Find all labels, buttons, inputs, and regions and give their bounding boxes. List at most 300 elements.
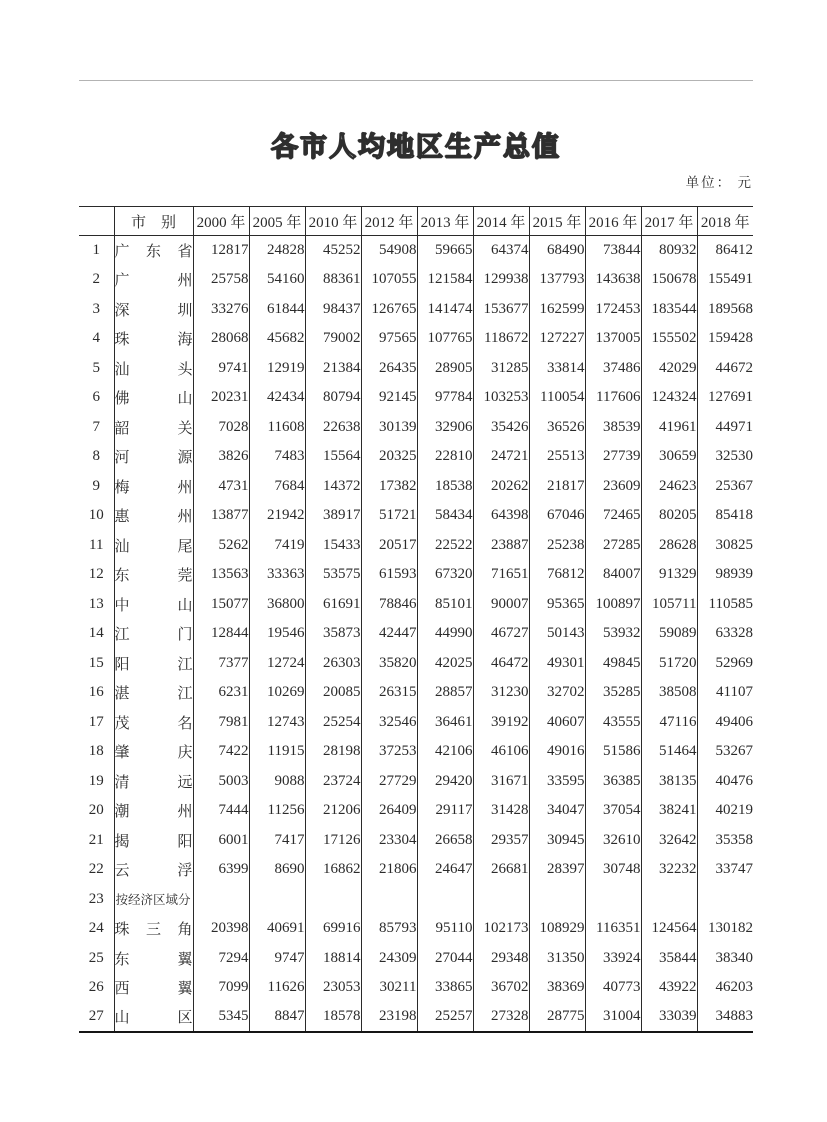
value-cell: 17126 <box>305 826 361 856</box>
header-cell-year: 2013 年 <box>417 207 473 236</box>
table-row <box>79 649 753 679</box>
city-name-text: 茂 名 <box>114 715 193 732</box>
table-row <box>79 737 753 767</box>
value-cell: 129938 <box>473 265 529 295</box>
value-cell: 12817 <box>193 236 249 266</box>
value-cell: 90007 <box>473 590 529 620</box>
value-cell: 25254 <box>305 708 361 738</box>
city-name-cell <box>114 265 193 295</box>
table-row <box>79 295 753 325</box>
value-cell: 26409 <box>361 796 417 826</box>
value-cell: 7099 <box>193 973 249 1003</box>
row-index-cell: 6 <box>92 389 100 406</box>
value-cell: 51721 <box>361 501 417 531</box>
value-cell: 44990 <box>417 619 473 649</box>
row-index-cell: 19 <box>88 772 104 789</box>
city-name-cell <box>114 678 193 708</box>
value-cell: 28068 <box>193 324 249 354</box>
table-row <box>79 678 753 708</box>
value-cell: 40691 <box>249 914 305 944</box>
city-name-text: 佛 山 <box>114 391 193 408</box>
value-cell: 121584 <box>417 265 473 295</box>
value-cell: 3826 <box>193 442 249 472</box>
row-index-cell: 18 <box>88 743 104 760</box>
row-index-cell: 23 <box>88 890 104 907</box>
value-cell: 40219 <box>697 796 753 826</box>
value-cell: 137005 <box>585 324 641 354</box>
value-cell <box>473 885 529 915</box>
value-cell: 91329 <box>641 560 697 590</box>
value-cell: 108929 <box>529 914 585 944</box>
value-cell: 22522 <box>417 531 473 561</box>
city-name-cell <box>114 501 193 531</box>
value-cell: 97565 <box>361 324 417 354</box>
value-cell: 35426 <box>473 413 529 443</box>
value-cell: 32232 <box>641 855 697 885</box>
value-cell: 67320 <box>417 560 473 590</box>
value-cell: 30945 <box>529 826 585 856</box>
value-cell: 15564 <box>305 442 361 472</box>
value-cell: 50143 <box>529 619 585 649</box>
city-name-text: 广 东 省 <box>114 244 193 260</box>
value-cell: 36702 <box>473 973 529 1003</box>
table-header-row <box>79 207 753 236</box>
section-label-cell: 按经济区域分 <box>114 885 193 915</box>
city-name-cell <box>114 855 193 885</box>
value-cell: 183544 <box>641 295 697 325</box>
value-cell: 8690 <box>249 855 305 885</box>
city-name-text: 肇 庆 <box>114 745 193 762</box>
value-cell: 33363 <box>249 560 305 590</box>
value-cell: 29357 <box>473 826 529 856</box>
value-cell: 11915 <box>249 737 305 767</box>
row-index-cell: 12 <box>88 566 104 583</box>
value-cell: 36385 <box>585 767 641 797</box>
value-cell: 22810 <box>417 442 473 472</box>
value-cell: 26303 <box>305 649 361 679</box>
value-cell: 126765 <box>361 295 417 325</box>
value-cell: 12919 <box>249 354 305 384</box>
value-cell: 9741 <box>193 354 249 384</box>
value-cell: 42025 <box>417 649 473 679</box>
value-cell: 6001 <box>193 826 249 856</box>
value-cell: 44971 <box>697 413 753 443</box>
value-cell: 21384 <box>305 354 361 384</box>
value-cell: 69916 <box>305 914 361 944</box>
table-row <box>79 383 753 413</box>
value-cell: 32702 <box>529 678 585 708</box>
city-name-text: 珠 海 <box>114 332 193 349</box>
row-index-cell: 3 <box>92 300 100 317</box>
value-cell: 7294 <box>193 944 249 974</box>
row-index-cell: 10 <box>88 507 104 524</box>
value-cell: 118672 <box>473 324 529 354</box>
value-cell: 21806 <box>361 855 417 885</box>
value-cell: 102173 <box>473 914 529 944</box>
value-cell: 9747 <box>249 944 305 974</box>
value-cell: 51464 <box>641 737 697 767</box>
value-cell: 28198 <box>305 737 361 767</box>
table-row <box>79 914 753 944</box>
value-cell: 107765 <box>417 324 473 354</box>
value-cell: 5262 <box>193 531 249 561</box>
city-name-cell <box>114 708 193 738</box>
city-name-text: 阳 江 <box>114 656 193 673</box>
value-cell: 26315 <box>361 678 417 708</box>
value-cell: 27739 <box>585 442 641 472</box>
row-index-cell: 22 <box>88 861 104 878</box>
value-cell: 9088 <box>249 767 305 797</box>
value-cell: 79002 <box>305 324 361 354</box>
value-cell: 124324 <box>641 383 697 413</box>
value-cell: 29420 <box>417 767 473 797</box>
value-cell: 44672 <box>697 354 753 384</box>
table-row <box>79 236 753 266</box>
value-cell: 29348 <box>473 944 529 974</box>
city-name-cell <box>114 973 193 1003</box>
value-cell: 153677 <box>473 295 529 325</box>
city-name-cell <box>114 354 193 384</box>
header-cell-year: 2017 年 <box>641 207 697 236</box>
value-cell: 59089 <box>641 619 697 649</box>
table-row <box>79 944 753 974</box>
value-cell: 26681 <box>473 855 529 885</box>
value-cell: 4731 <box>193 472 249 502</box>
value-cell: 68490 <box>529 236 585 266</box>
value-cell: 141474 <box>417 295 473 325</box>
value-cell: 71651 <box>473 560 529 590</box>
value-cell <box>585 885 641 915</box>
city-name-cell <box>114 914 193 944</box>
value-cell: 27328 <box>473 1003 529 1033</box>
value-cell: 31428 <box>473 796 529 826</box>
value-cell: 80205 <box>641 501 697 531</box>
value-cell: 21206 <box>305 796 361 826</box>
header-cell-city: 市 别 <box>114 207 193 236</box>
header-cell-year: 2012 年 <box>361 207 417 236</box>
value-cell: 20517 <box>361 531 417 561</box>
value-cell: 24647 <box>417 855 473 885</box>
city-name-text: 湛 江 <box>114 686 193 703</box>
value-cell: 35873 <box>305 619 361 649</box>
value-cell: 33865 <box>417 973 473 1003</box>
value-cell: 20231 <box>193 383 249 413</box>
value-cell: 53575 <box>305 560 361 590</box>
city-name-text: 汕 头 <box>114 361 193 378</box>
value-cell: 85793 <box>361 914 417 944</box>
city-name-cell <box>114 767 193 797</box>
value-cell: 100897 <box>585 590 641 620</box>
value-cell: 45682 <box>249 324 305 354</box>
value-cell: 46106 <box>473 737 529 767</box>
value-cell: 47116 <box>641 708 697 738</box>
value-cell: 98939 <box>697 560 753 590</box>
value-cell: 30211 <box>361 973 417 1003</box>
value-cell: 30659 <box>641 442 697 472</box>
value-cell: 38917 <box>305 501 361 531</box>
row-index-cell: 1 <box>92 242 100 258</box>
value-cell: 10269 <box>249 678 305 708</box>
value-cell: 15433 <box>305 531 361 561</box>
value-cell: 13877 <box>193 501 249 531</box>
row-index-cell: 15 <box>88 654 104 671</box>
value-cell: 38369 <box>529 973 585 1003</box>
value-cell: 32906 <box>417 413 473 443</box>
value-cell: 7483 <box>249 442 305 472</box>
value-cell: 110585 <box>697 590 753 620</box>
value-cell <box>417 885 473 915</box>
value-cell <box>249 885 305 915</box>
value-cell: 45252 <box>305 236 361 266</box>
value-cell: 27729 <box>361 767 417 797</box>
value-cell: 36526 <box>529 413 585 443</box>
row-index-cell: 14 <box>88 625 104 642</box>
value-cell: 23887 <box>473 531 529 561</box>
value-cell: 33924 <box>585 944 641 974</box>
value-cell: 92145 <box>361 383 417 413</box>
value-cell: 97784 <box>417 383 473 413</box>
value-cell: 37486 <box>585 354 641 384</box>
row-index-cell: 24 <box>88 920 104 937</box>
city-name-cell <box>114 737 193 767</box>
city-name-text: 揭 阳 <box>114 833 193 850</box>
city-name-cell <box>114 649 193 679</box>
value-cell: 137793 <box>529 265 585 295</box>
table-row <box>79 442 753 472</box>
value-cell: 11608 <box>249 413 305 443</box>
city-name-text: 汕 尾 <box>114 538 193 555</box>
value-cell: 38539 <box>585 413 641 443</box>
row-index-cell: 8 <box>92 448 100 465</box>
value-cell: 36800 <box>249 590 305 620</box>
value-cell: 38241 <box>641 796 697 826</box>
value-cell: 28628 <box>641 531 697 561</box>
table-row <box>79 1003 753 1033</box>
value-cell: 14372 <box>305 472 361 502</box>
value-cell: 53932 <box>585 619 641 649</box>
value-cell: 7422 <box>193 737 249 767</box>
value-cell: 58434 <box>417 501 473 531</box>
value-cell: 35844 <box>641 944 697 974</box>
city-name-cell <box>114 1003 193 1033</box>
value-cell: 28857 <box>417 678 473 708</box>
value-cell: 23304 <box>361 826 417 856</box>
value-cell: 21942 <box>249 501 305 531</box>
city-name-text: 山 区 <box>114 1010 193 1027</box>
city-name-text: 清 远 <box>114 774 193 791</box>
value-cell: 7444 <box>193 796 249 826</box>
value-cell: 103253 <box>473 383 529 413</box>
value-cell: 61593 <box>361 560 417 590</box>
value-cell: 20085 <box>305 678 361 708</box>
value-cell: 42029 <box>641 354 697 384</box>
value-cell: 73844 <box>585 236 641 266</box>
value-cell <box>361 885 417 915</box>
value-cell: 35820 <box>361 649 417 679</box>
value-cell: 150678 <box>641 265 697 295</box>
value-cell: 33039 <box>641 1003 697 1033</box>
value-cell: 11256 <box>249 796 305 826</box>
value-cell: 28397 <box>529 855 585 885</box>
row-index-cell: 13 <box>88 595 104 612</box>
value-cell: 172453 <box>585 295 641 325</box>
value-cell: 12724 <box>249 649 305 679</box>
value-cell: 40476 <box>697 767 753 797</box>
value-cell: 88361 <box>305 265 361 295</box>
value-cell: 67046 <box>529 501 585 531</box>
city-name-text: 云 浮 <box>114 863 193 880</box>
value-cell: 49845 <box>585 649 641 679</box>
value-cell: 53267 <box>697 737 753 767</box>
value-cell: 13563 <box>193 560 249 590</box>
value-cell <box>641 885 697 915</box>
value-cell: 116351 <box>585 914 641 944</box>
value-cell: 76812 <box>529 560 585 590</box>
value-cell: 15077 <box>193 590 249 620</box>
value-cell: 17382 <box>361 472 417 502</box>
value-cell: 34883 <box>697 1003 753 1033</box>
table-row <box>79 531 753 561</box>
header-divider <box>79 80 753 81</box>
table-row <box>79 619 753 649</box>
row-index-cell: 21 <box>88 831 104 848</box>
value-cell: 63328 <box>697 619 753 649</box>
value-cell: 61691 <box>305 590 361 620</box>
value-cell: 7417 <box>249 826 305 856</box>
table-row <box>79 472 753 502</box>
value-cell: 26658 <box>417 826 473 856</box>
value-cell: 6399 <box>193 855 249 885</box>
value-cell: 41961 <box>641 413 697 443</box>
city-name-cell <box>114 531 193 561</box>
table-row <box>79 796 753 826</box>
value-cell: 37054 <box>585 796 641 826</box>
value-cell: 33276 <box>193 295 249 325</box>
value-cell: 86412 <box>697 236 753 266</box>
value-cell: 6231 <box>193 678 249 708</box>
row-index-cell: 16 <box>88 684 104 701</box>
city-name-text: 河 源 <box>114 450 193 467</box>
row-index-cell: 4 <box>92 330 100 347</box>
table-row <box>79 413 753 443</box>
value-cell: 23053 <box>305 973 361 1003</box>
value-cell: 54908 <box>361 236 417 266</box>
header-cell-index <box>79 207 114 236</box>
value-cell: 46203 <box>697 973 753 1003</box>
value-cell: 49301 <box>529 649 585 679</box>
value-cell: 12844 <box>193 619 249 649</box>
city-name-cell <box>114 413 193 443</box>
city-name-text: 西 翼 <box>114 981 193 998</box>
unit-label: 单位： 元 <box>685 175 753 190</box>
value-cell: 54160 <box>249 265 305 295</box>
table-row <box>79 560 753 590</box>
row-index-cell: 20 <box>88 802 104 819</box>
value-cell: 32610 <box>585 826 641 856</box>
value-cell: 117606 <box>585 383 641 413</box>
city-name-text: 东 翼 <box>114 951 193 968</box>
value-cell: 33814 <box>529 354 585 384</box>
city-name-text: 潮 州 <box>114 804 193 821</box>
city-name-text: 广 州 <box>114 273 193 290</box>
value-cell: 23724 <box>305 767 361 797</box>
table-row <box>79 265 753 295</box>
city-name-text: 珠 三 角 <box>114 922 193 939</box>
value-cell: 26435 <box>361 354 417 384</box>
header-cell-year: 2010 年 <box>305 207 361 236</box>
value-cell: 23198 <box>361 1003 417 1033</box>
value-cell: 5003 <box>193 767 249 797</box>
value-cell: 33747 <box>697 855 753 885</box>
value-cell: 28775 <box>529 1003 585 1033</box>
table-row <box>79 354 753 384</box>
value-cell: 24828 <box>249 236 305 266</box>
row-index-cell: 26 <box>88 979 104 996</box>
value-cell: 110054 <box>529 383 585 413</box>
value-cell <box>529 885 585 915</box>
city-name-cell <box>114 295 193 325</box>
city-name-cell <box>114 560 193 590</box>
value-cell: 130182 <box>697 914 753 944</box>
value-cell: 16862 <box>305 855 361 885</box>
city-name-cell <box>114 442 193 472</box>
city-name-text: 深 圳 <box>114 302 193 319</box>
value-cell: 25238 <box>529 531 585 561</box>
value-cell: 39192 <box>473 708 529 738</box>
value-cell: 12743 <box>249 708 305 738</box>
value-cell: 23609 <box>585 472 641 502</box>
value-cell: 35285 <box>585 678 641 708</box>
value-cell: 80794 <box>305 383 361 413</box>
value-cell: 27285 <box>585 531 641 561</box>
row-index-cell: 27 <box>88 1008 104 1025</box>
value-cell: 155491 <box>697 265 753 295</box>
value-cell: 85418 <box>697 501 753 531</box>
city-name-text: 韶 关 <box>114 420 193 437</box>
table-row <box>79 324 753 354</box>
table-body <box>79 236 753 1033</box>
value-cell: 32642 <box>641 826 697 856</box>
value-cell: 18814 <box>305 944 361 974</box>
value-cell: 98437 <box>305 295 361 325</box>
value-cell: 155502 <box>641 324 697 354</box>
city-name-text: 惠 州 <box>114 509 193 526</box>
value-cell: 162599 <box>529 295 585 325</box>
city-name-cell <box>114 796 193 826</box>
row-index-cell: 11 <box>89 536 104 553</box>
row-index-cell: 2 <box>92 271 100 288</box>
value-cell: 20325 <box>361 442 417 472</box>
value-cell: 72465 <box>585 501 641 531</box>
value-cell: 43922 <box>641 973 697 1003</box>
value-cell: 20398 <box>193 914 249 944</box>
value-cell: 7377 <box>193 649 249 679</box>
value-cell: 42434 <box>249 383 305 413</box>
value-cell: 127227 <box>529 324 585 354</box>
value-cell: 7684 <box>249 472 305 502</box>
value-cell: 51586 <box>585 737 641 767</box>
value-cell: 37253 <box>361 737 417 767</box>
value-cell: 29117 <box>417 796 473 826</box>
value-cell: 64374 <box>473 236 529 266</box>
row-index-cell: 17 <box>88 713 104 730</box>
value-cell: 78846 <box>361 590 417 620</box>
value-cell: 25513 <box>529 442 585 472</box>
value-cell: 42106 <box>417 737 473 767</box>
value-cell: 64398 <box>473 501 529 531</box>
value-cell: 21817 <box>529 472 585 502</box>
table-row <box>79 501 753 531</box>
